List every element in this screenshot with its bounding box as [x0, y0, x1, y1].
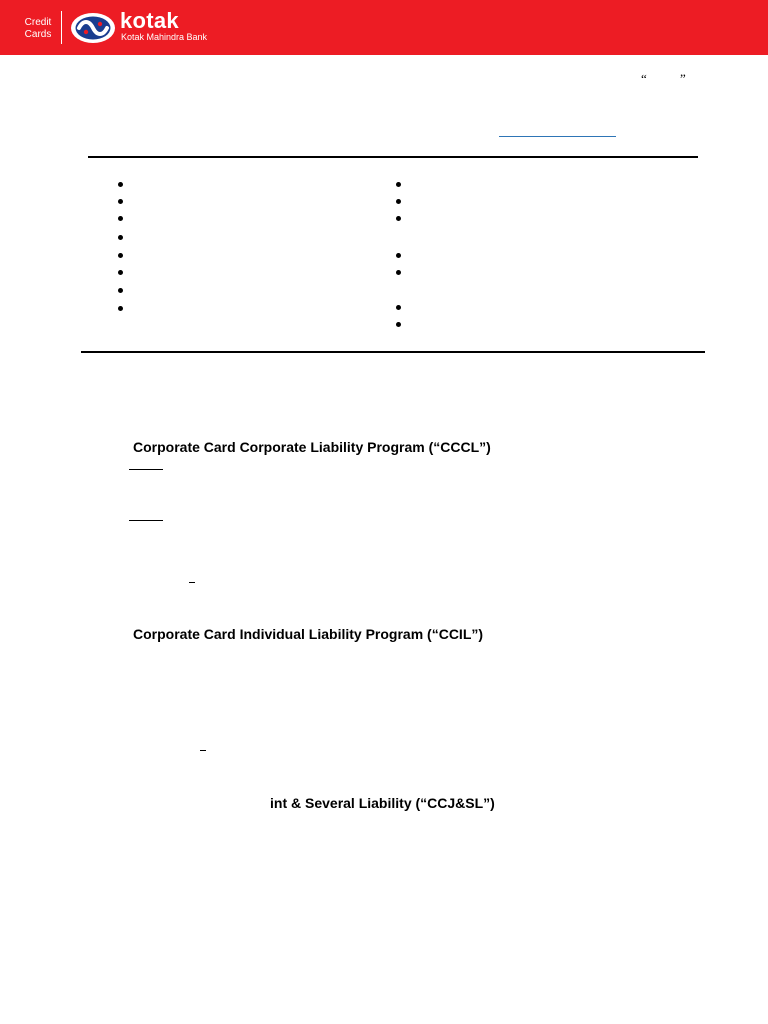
- list-bullet: [118, 216, 123, 221]
- list-bullet: [396, 305, 401, 310]
- section-title-ccjsl: int & Several Liability (“CCJ&SL”): [270, 795, 495, 811]
- list-bullet: [118, 253, 123, 258]
- table-bottom-rule: [81, 351, 705, 353]
- close-quote: ”: [680, 71, 686, 86]
- list-bullet: [118, 306, 123, 311]
- list-bullet: [396, 322, 401, 327]
- list-bullet: [396, 253, 401, 258]
- list-bullet: [118, 288, 123, 293]
- section-title-cccl: Corporate Card Corporate Liability Program (“CCCL”): [133, 439, 491, 455]
- table-top-rule: [88, 156, 698, 158]
- underline-mark: [129, 469, 163, 470]
- open-quote: “: [641, 71, 647, 86]
- dash-mark: [200, 750, 206, 751]
- list-bullet: [118, 270, 123, 275]
- list-bullet: [396, 216, 401, 221]
- list-bullet: [118, 182, 123, 187]
- product-label: Credit Cards: [24, 17, 52, 40]
- list-bullet: [118, 199, 123, 204]
- hyperlink-underline[interactable]: [499, 136, 616, 137]
- header-bar: [0, 0, 768, 55]
- list-bullet: [118, 235, 123, 240]
- header-divider: [61, 11, 62, 44]
- list-bullet: [396, 270, 401, 275]
- underline-mark: [129, 520, 163, 521]
- list-bullet: [396, 182, 401, 187]
- kotak-logo-icon: [70, 12, 116, 44]
- dash-mark: [189, 582, 195, 583]
- brand-subtitle: Kotak Mahindra Bank: [121, 32, 208, 42]
- list-bullet: [396, 199, 401, 204]
- section-title-ccil: Corporate Card Individual Liability Program (“CCIL”): [133, 626, 484, 642]
- brand-name: kotak: [120, 8, 179, 33]
